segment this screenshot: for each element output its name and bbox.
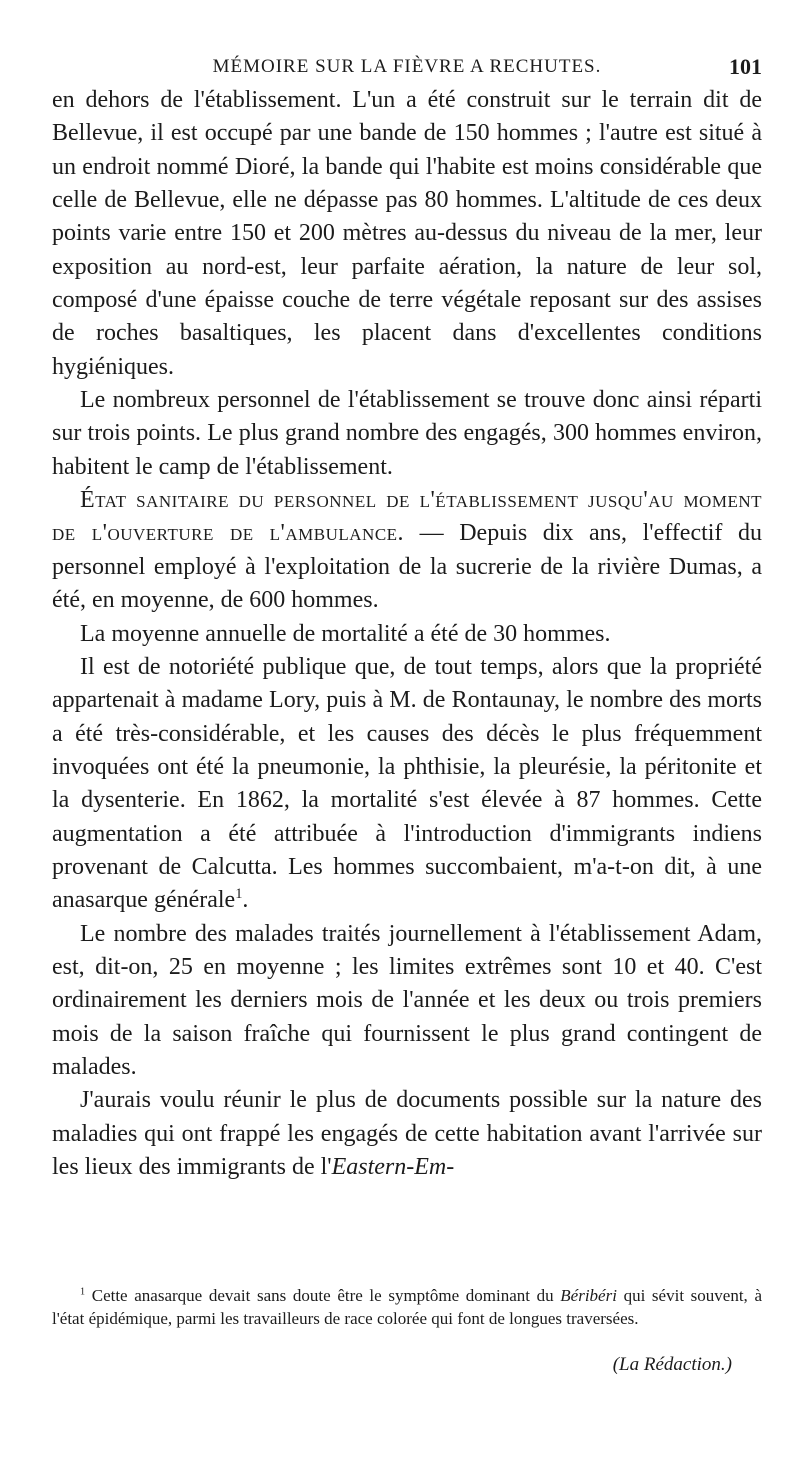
footnote — [52, 1284, 762, 1330]
paragraph-6: Le nombre des malades traités journellement à l'établissement Adam, est, dit-on, 25 en moyenne ; les limites extrêmes sont 10 et 40. C'est ordinairement les derniers mois de l'année et les deux ou trois premiers mois de la saison fraîche qui fournissent le plus grand contingent de malades. — [52, 920, 762, 1080]
section-heading: État sanitaire du personnel de l'établissement jusqu'au moment de l'ouverture de l'ambulance. — [52, 487, 762, 547]
footnote-reference: 1 — [235, 886, 243, 903]
running-title: MÉMOIRE SUR LA FIÈVRE A RECHUTES. — [212, 56, 602, 77]
page-number: 101 — [729, 54, 762, 79]
footnote-italic: Béribéri — [560, 1286, 617, 1305]
footnote-text — [52, 1284, 762, 1330]
footnote-text-b: qui sévit souvent, à l'état épidémique, parmi les travailleurs de race colorée qui font de longues traversées. — [52, 1286, 762, 1328]
footnote-signature: (La Rédaction.) — [612, 1354, 732, 1375]
paragraph-4: La moyenne annuelle de mortalité a été de 30 hommes. — [80, 620, 611, 647]
paragraph-7-text: J'aurais voulu réunir le plus de documents possible sur la nature des maladies qui ont frappé les engagés de cette habitation avant l'arrivée sur les lieux des immigrants de l' — [52, 1087, 762, 1180]
paragraph-5-text: Il est de notoriété publique que, de tout temps, alors que la propriété appartenait à madame Lory, puis à M. de Rontaunay, le nombre des morts a été très-considérable, et les causes des décès le plus fréquemment invoquées ont été la pneumonie, la phthisie, la pleurésie, la péritonite et la dysenterie. En 1862, la mortalité s'est élevée à 87 hommes. Cette augmentation a été attribuée à l'introduction d'immigrants indiens provenant de Calcutta. Les hommes succombaient, m'a-t-on dit, à une anasarque générale — [52, 653, 762, 914]
page-header — [52, 52, 762, 82]
paragraph-5 — [52, 651, 762, 918]
paragraph-2: Le nombreux personnel de l'établissement se trouve donc ainsi réparti sur trois points. Le plus grand nombre des engagés, 300 hommes environ, habitent le camp de l'établissement. — [52, 387, 762, 480]
paragraph-3-text: — Depuis dix ans, l'effectif du personnel employé à l'exploitation de la sucrerie de la rivière Dumas, a été, en moyenne, de 600 hommes. — [52, 520, 763, 614]
paragraph-7-italic: Eastern-Em- — [331, 1154, 455, 1180]
footnote-marker: 1 — [80, 1286, 86, 1298]
paragraph-7 — [52, 1084, 762, 1184]
paragraph-1: en dehors de l'établissement. L'un a été construit sur le terrain dit de Bellevue, il est occupé par une bande de 150 hommes ; l'autre est situé à un endroit nommé Dioré, la bande qui l'habite est moins considérable que celle de Bellevue, elle ne dépasse pas 80 hommes. L'altitude de ces deux points varie entre 150 et 200 mètres au-dessus du niveau de la mer, leur exposition au nord-est, leur parfaite aération, la nature de leur sol, composé d'une épaisse couche de terre végétale reposant sur des assises de roches basaltiques, les placent dans d'excellentes conditions hygiéniques. — [52, 87, 762, 380]
paragraph-3 — [52, 484, 762, 617]
body-text — [52, 84, 762, 1184]
footnote-text-a: Cette anasarque devait sans doute être le symptôme dominant du — [85, 1286, 561, 1305]
paragraph-5-end: . — [242, 887, 249, 914]
